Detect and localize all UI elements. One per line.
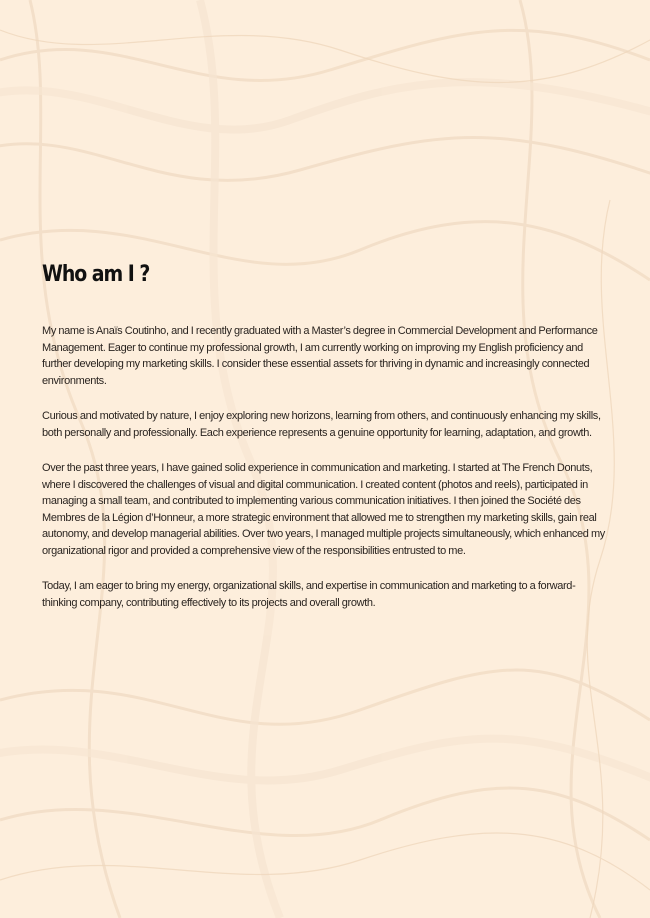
about-section bbox=[42, 262, 608, 630]
paragraph-personality: Curious and motivated by nature, I enjoy exploring new horizons, learning from others, and continuously enhancing my skills, both personally and professionally. Each experience represents a genuine opportunity for learning, adaptation, and growth. bbox=[42, 410, 601, 439]
paragraph-intro: My name is Anaïs Coutinho, and I recently graduated with a Master’s degree in Commercial Development and Performance Management. Eager to continue my professional growth, I am currently working on improving my English proficiency and further developing my marketing skills. I consider these essential assets for thriving in dynamic and increasingly connected environments. bbox=[42, 325, 598, 387]
paragraph-goals: Today, I am eager to bring my energy, organizational skills, and expertise in communication and marketing to a forward-thinking company, contributing effectively to its projects and overall growth. bbox=[42, 580, 576, 609]
section-heading: Who am I ? bbox=[42, 262, 150, 287]
paragraph-experience: Over the past three years, I have gained solid experience in communication and marketing. I started at The French Donuts, where I discovered the challenges of visual and digital communication. I created content (photos and reels), participated in managing a small team, and contributed to implementing various communication initiatives. I then joined the Société des Membres de la Légion d’Honneur, a more strategic environment that allowed me to strengthen my marketing skills, gain real autonomy, and develop managerial abilities. Over two years, I managed multiple projects simultaneously, which enhanced my organizational rigor and provided a comprehensive view of the responsibilities entrusted to me. bbox=[42, 462, 605, 557]
about-body bbox=[42, 323, 608, 611]
